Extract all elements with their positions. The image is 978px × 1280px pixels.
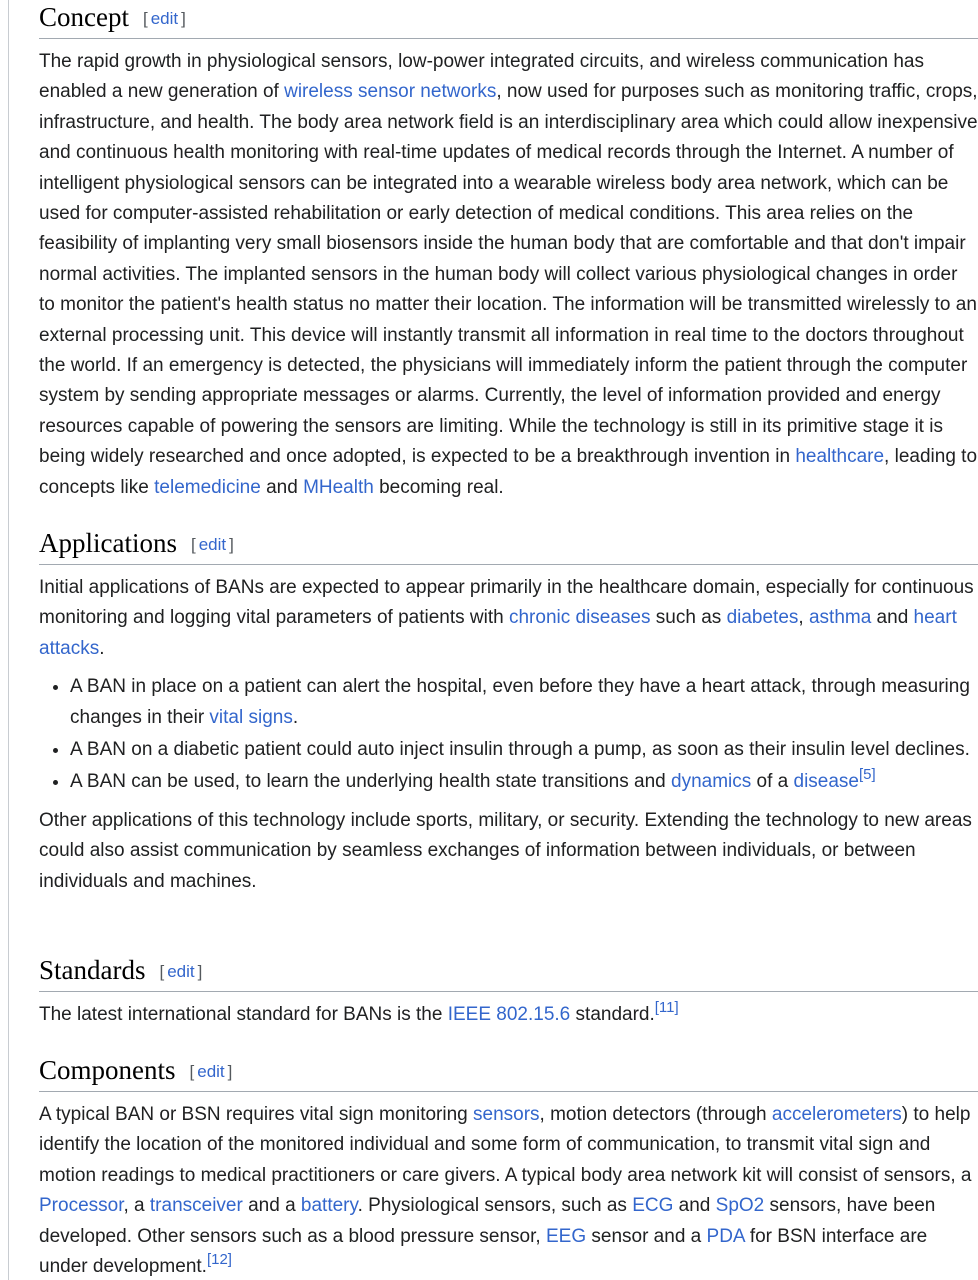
link-healthcare[interactable]: healthcare	[795, 446, 885, 468]
paragraph-applications-intro: Initial applications of BANs are expected to appear primarily in the healthcare domain, especially for continuous monitoring and logging vital parameters of patients with chronic diseases such as diabetes, asthma and heart attacks.	[39, 577, 974, 659]
reference-11[interactable]: [11]	[654, 999, 679, 1016]
link-eeg[interactable]: EEG	[545, 1225, 587, 1247]
list-item: • A BAN in place on a patient can alert the hospital, even before they have a heart attack, through measuring changes in their vital signs.	[70, 672, 978, 733]
link-chronic-diseases[interactable]: chronic diseases	[508, 607, 651, 629]
section-heading-applications	[39, 526, 978, 565]
link-accelerometers[interactable]: accelerometers	[771, 1104, 902, 1125]
link-transceiver[interactable]: transceiver	[149, 1195, 243, 1217]
link-mhealth[interactable]: MHealth	[303, 476, 374, 498]
link-vital-signs[interactable]: vital signs	[209, 706, 293, 728]
section-concept	[39, 0, 978, 503]
edit-section-wrapper: [ edit ]	[159, 962, 203, 981]
heading-text: Components	[39, 1055, 176, 1085]
link-diabetes[interactable]: diabetes	[726, 607, 799, 629]
heading-text: Standards	[39, 955, 146, 985]
applications-list	[39, 672, 978, 798]
link-pda[interactable]: PDA	[706, 1225, 745, 1247]
reference-12[interactable]: [12]	[206, 1251, 232, 1269]
link-ieee-802-15-6[interactable]: IEEE 802.15.6	[447, 1004, 571, 1025]
list-item: • A BAN on a diabetic patient could auto inject insulin through a pump, as soon as their insulin level declines.	[70, 735, 978, 765]
link-asthma[interactable]: asthma	[808, 607, 872, 629]
section-standards	[39, 953, 978, 1030]
paragraph-standards: The latest international standard for BANs is the IEEE 802.15.6 standard.[11]	[39, 999, 679, 1025]
link-sensors[interactable]: sensors	[473, 1104, 540, 1125]
section-applications	[39, 526, 978, 897]
edit-link-standards[interactable]: edit	[167, 962, 195, 981]
link-battery[interactable]: battery	[300, 1195, 358, 1217]
edit-section-wrapper: [ edit ]	[142, 9, 186, 28]
heading-text: Applications	[39, 528, 177, 558]
section-components	[39, 1053, 978, 1280]
link-disease[interactable]: disease	[793, 771, 859, 793]
reference-5[interactable]: [5]	[859, 766, 876, 784]
section-heading-concept	[39, 0, 978, 39]
link-spo2[interactable]: SpO2	[715, 1195, 765, 1217]
link-wireless-sensor-networks[interactable]: wireless sensor networks	[284, 81, 497, 103]
link-dynamics[interactable]: dynamics	[671, 771, 752, 793]
link-processor[interactable]: Processor	[39, 1195, 124, 1217]
link-ecg[interactable]: ECG	[632, 1195, 674, 1217]
paragraph-applications-other: Other applications of this technology include sports, military, or security. Extending the technology to new areas could also assist communication by seamless exchanges of information between individuals, or between individuals and machines.	[39, 809, 972, 892]
section-heading-components	[39, 1053, 978, 1092]
edit-link-concept[interactable]: edit	[150, 9, 179, 28]
section-heading-standards	[39, 953, 978, 992]
paragraph-components: A typical BAN or BSN requires vital sign monitoring sensors, motion detectors (through accelerometers) to help identify the location of the monitored individual and some form of communication, to transmit vital sign and motion readings to medical practitioners or care givers. A typical body area network kit will consist of sensors, a Processor, a transceiver and a battery. Physiological sensors, such as ECG and SpO2 sensors, have been developed. Other sensors such as a blood pressure sensor, EEG sensor and a PDA for BSN interface are under development.[12]	[39, 1104, 972, 1278]
link-heart-attacks[interactable]: heart attacks	[39, 607, 957, 659]
link-telemedicine[interactable]: telemedicine	[154, 476, 261, 498]
paragraph-concept: The rapid growth in physiological sensors, low-power integrated circuits, and wireless communication has enabled a new generation of wireless sensor networks, now used for purposes such as monitoring traffic, crops, infrastructure, and health. The body area network field is an interdisciplinary area which could allow inexpensive and continuous health monitoring with real-time updates of medical records through the Internet. A number of intelligent physiological sensors can be integrated into a wearable wireless body area network, which can be used for computer-assisted rehabilitation or early detection of medical conditions. This area relies on the feasibility of implanting very small biosensors inside the human body that are comfortable and that don't impair normal activities. The implanted sensors in the human body will collect various physiological changes in order to monitor the patient's health status no matter their location. The information will be transmitted wirelessly to an external processing unit. This device will instantly transmit all information in real time to the doctors throughout the world. If an emergency is detected, the physicians will immediately inform the patient through the computer system by sending appropriate messages or alarms. Currently, the level of information provided and energy resources capable of powering the sensors are limiting. While the technology is still in its primitive stage it is being widely researched and once adopted, is expected to be a breakthrough invention in healthcare, leading to concepts like telemedicine and MHealth becoming real.	[39, 51, 978, 498]
edit-link-applications[interactable]: edit	[198, 535, 227, 554]
left-border	[8, 0, 9, 1280]
heading-text: Concept	[39, 2, 129, 32]
edit-section-wrapper: [ edit ]	[189, 1062, 233, 1081]
edit-link-components[interactable]: edit	[197, 1062, 225, 1081]
list-item: • A BAN can be used, to learn the underlying health state transitions and dynamics of a disease[5]	[70, 767, 978, 797]
edit-section-wrapper: [ edit ]	[190, 535, 234, 554]
